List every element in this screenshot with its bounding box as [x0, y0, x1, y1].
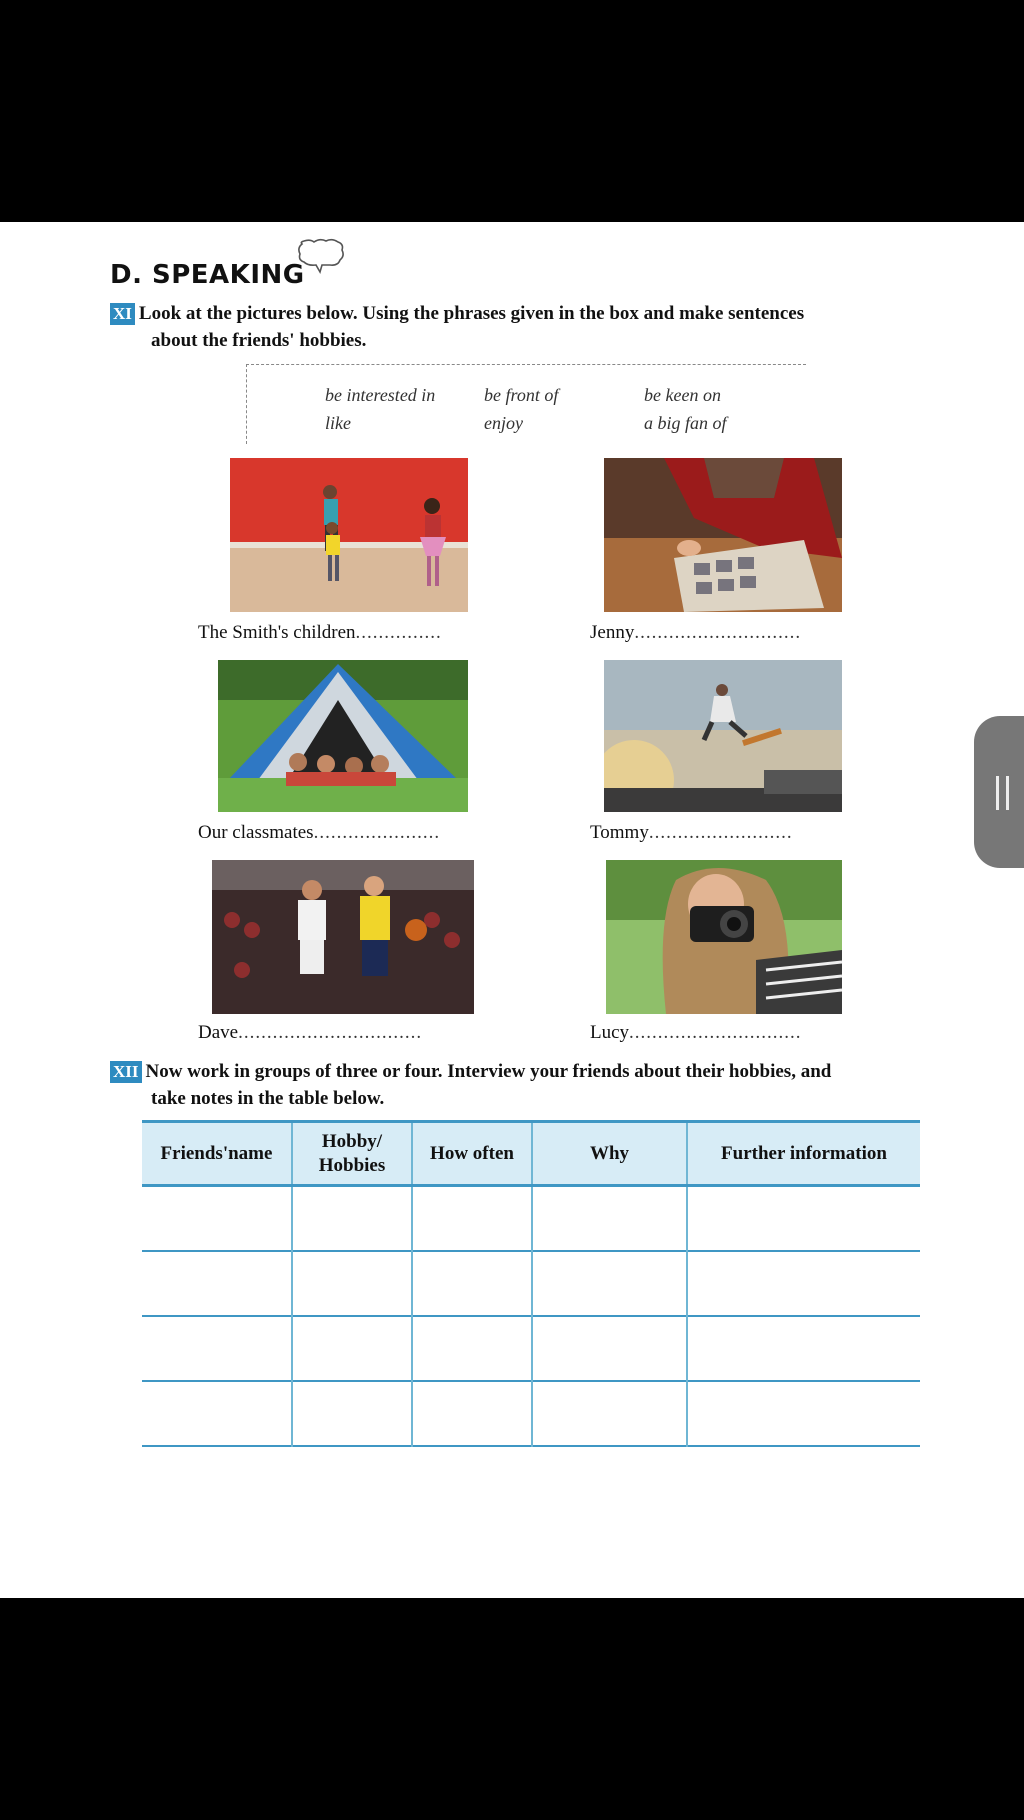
instruction-line: take notes in the table below. [151, 1088, 385, 1109]
picture-caption [590, 622, 801, 644]
exercise-number-badge: XI [110, 303, 135, 325]
caption-name: Tommy [590, 822, 649, 843]
table-cell[interactable] [532, 1186, 687, 1251]
table-row [142, 1381, 920, 1446]
instruction-line: about the friends' hobbies. [151, 330, 367, 351]
answer-blank: ............................. [634, 622, 802, 643]
exercise-number-badge: XII [110, 1061, 142, 1083]
caption-name: Lucy [590, 1022, 630, 1043]
caption-name: Dave [198, 1022, 239, 1043]
table-header-row [142, 1122, 920, 1186]
notes-table [142, 1120, 920, 1447]
table-cell[interactable] [532, 1316, 687, 1381]
answer-blank: ............... [355, 622, 442, 643]
table-cell[interactable] [412, 1251, 532, 1316]
column-header: Friends'name [142, 1122, 292, 1186]
phrase: be interested in [325, 385, 436, 405]
column-header: How often [412, 1122, 532, 1186]
table-cell[interactable] [532, 1251, 687, 1316]
instruction-line: Now work in groups of three or four. Interview your friends about their hobbies, and [145, 1061, 832, 1082]
phrase-box [246, 364, 806, 444]
table-cell[interactable] [687, 1316, 920, 1381]
answer-blank: .............................. [629, 1022, 802, 1043]
phrase: a big fan of [644, 413, 727, 433]
column-header-line: Hobby/ [321, 1130, 383, 1152]
phrase: enjoy [484, 413, 523, 433]
handle-grip-icon [996, 776, 999, 810]
table-cell[interactable] [142, 1251, 292, 1316]
picture-caption [198, 622, 442, 644]
answer-blank: ................................ [238, 1022, 423, 1043]
table-cell[interactable] [412, 1316, 532, 1381]
table-row [142, 1186, 920, 1251]
basketball-photo [212, 860, 474, 1014]
column-header: Why [532, 1122, 687, 1186]
handle-grip-icon [1006, 776, 1009, 810]
table-cell[interactable] [142, 1316, 292, 1381]
table-row [142, 1251, 920, 1316]
dancing-children-photo [230, 458, 468, 612]
table-cell[interactable] [292, 1316, 412, 1381]
table-cell[interactable] [412, 1381, 532, 1446]
stamp-collecting-photo [604, 458, 842, 612]
phrase: be front of [484, 385, 559, 405]
phrase: like [325, 413, 351, 433]
caption-name: Jenny [590, 622, 635, 643]
worksheet-page [0, 222, 1024, 1598]
side-panel-handle[interactable] [974, 716, 1024, 868]
caption-name: Our classmates [198, 822, 314, 843]
picture-caption [198, 1022, 422, 1044]
table-cell[interactable] [142, 1186, 292, 1251]
caption-name: The Smith's children [198, 622, 356, 643]
camping-tent-photo [218, 660, 468, 812]
table-cell[interactable] [687, 1251, 920, 1316]
table-cell[interactable] [292, 1251, 412, 1316]
speech-bubble-icon [296, 238, 346, 282]
table-cell[interactable] [687, 1186, 920, 1251]
skateboarding-photo [604, 660, 842, 812]
picture-caption [590, 822, 793, 844]
table-cell[interactable] [687, 1381, 920, 1446]
instruction-line: Look at the pictures below. Using the phrases given in the box and make sentences [138, 303, 805, 324]
section-heading: D. SPEAKING [110, 260, 305, 290]
table-cell[interactable] [532, 1381, 687, 1446]
phrase: be keen on [644, 385, 721, 405]
table-cell[interactable] [412, 1186, 532, 1251]
column-header: Further information [687, 1122, 920, 1186]
table-row [142, 1316, 920, 1381]
answer-blank: ...................... [313, 822, 441, 843]
table-cell[interactable] [292, 1381, 412, 1446]
picture-caption [198, 822, 440, 844]
exercise-xi-instruction [110, 300, 804, 354]
photography-photo [606, 860, 842, 1014]
picture-caption [590, 1022, 802, 1044]
table-cell[interactable] [142, 1381, 292, 1446]
column-header [292, 1122, 412, 1186]
exercise-xii-instruction [110, 1058, 831, 1112]
column-header-line: Hobbies [318, 1154, 386, 1176]
table-cell[interactable] [292, 1186, 412, 1251]
answer-blank: ......................... [648, 822, 793, 843]
